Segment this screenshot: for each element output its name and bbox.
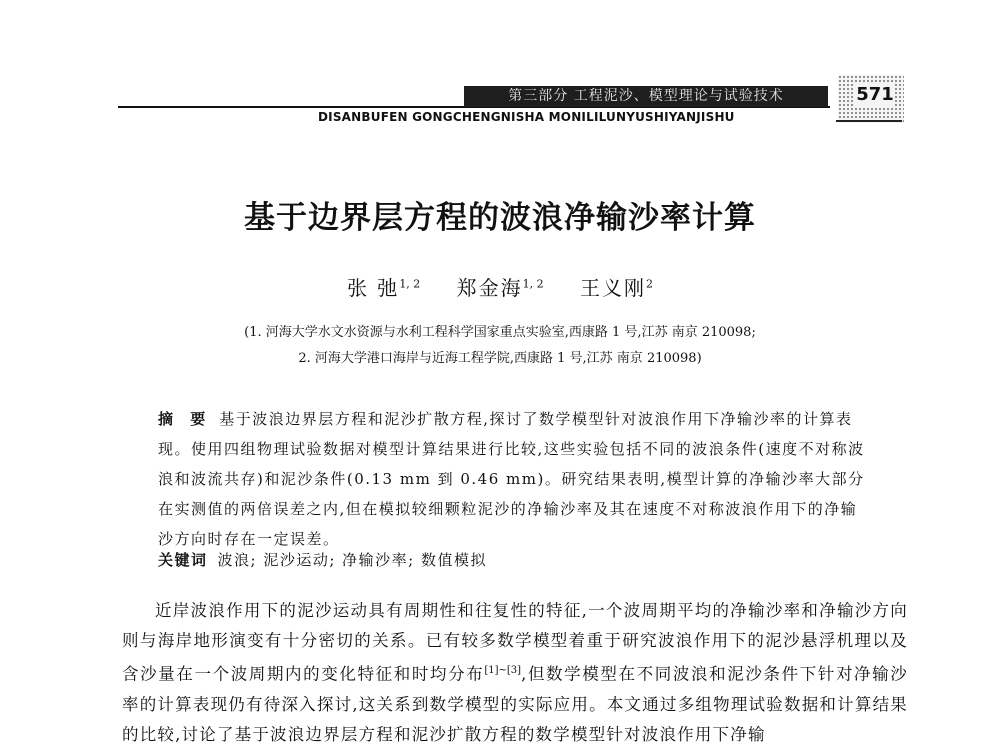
body-text-part-1: 近岸波浪作用下的泥沙运动具有周期性和往复性的特征,一个波周期平均的净输沙率和净输沙方向则与海岸地形演变有十分密切的关系。已有较多数学模型着重于研究波浪作用下的泥沙悬浮机理以及含沙量在一个波周期内的变化特征和时均分布: [122, 601, 908, 684]
author-affiliation-mark: 1, 2: [522, 277, 544, 291]
author-name: 王义刚: [580, 276, 647, 300]
body-text: [122, 596, 908, 750]
page-number: 571: [856, 84, 894, 105]
keywords: [158, 546, 870, 574]
affiliation-line-2: 2. 河海大学港口海岸与近海工程学院,西康路 1 号,江苏 南京 210098): [298, 351, 702, 366]
abstract: [158, 404, 870, 554]
author-list: [0, 272, 1000, 301]
abstract-text: 基于波浪边界层方程和泥沙扩散方程,探讨了数学模型针对波浪作用下净输沙率的计算表现。使用四组物理试验数据对模型计算结果进行比较,这些实验包括不同的波浪条件(速度不对称波浪和波流共存)和泥沙条件(0.13 mm 到 0.46 mm)。研究结果表明,模型计算的净输沙率大部分在实测值的两倍误差之内,但在模拟较细颗粒泥沙的净输沙率及其在速度不对称波浪作用下的净输沙方向时存在一定误差。: [158, 410, 865, 548]
keywords-text: 波浪; 泥沙运动; 净输沙率; 数值模拟: [217, 551, 487, 569]
running-header: [0, 0, 1000, 135]
abstract-label: 摘 要: [158, 410, 212, 428]
author: [347, 276, 420, 300]
author-affiliation-mark: 1, 2: [399, 277, 421, 291]
author-name: 张 弛: [346, 276, 400, 300]
paper-title: 基于边界层方程的波浪净输沙率计算: [244, 200, 756, 236]
header-pinyin: DISANBUFEN GONGCHENGNISHA MONILILUNYUSHIYANJISHU: [318, 110, 735, 124]
keywords-label: 关键词: [158, 551, 208, 569]
author: [580, 276, 653, 300]
author-name: 郑金海: [456, 276, 523, 300]
citation-marker: [1]~[3]: [484, 665, 522, 676]
author: [457, 276, 544, 300]
header-section-label: 第三部分 工程泥沙、模型理论与试验技术: [464, 86, 828, 107]
intro-paragraph: [122, 596, 908, 750]
affiliation-line-1: (1. 河海大学水文水资源与水利工程科学国家重点实验室,西康路 1 号,江苏 南京 210098;: [244, 325, 756, 340]
page-number-underline: [836, 120, 902, 122]
body-text-part-2: ,但数学模型在不同波浪和泥沙条件下针对净输沙率的计算表现仍有待深入探讨,这关系到数学模型的实际应用。本文通过多组物理试验数据和计算结果的比较,讨论了基于波浪边界层方程和泥沙扩散方程的数学模型针对波浪作用下净输: [122, 664, 908, 744]
author-affiliation-mark: 2: [646, 277, 654, 291]
